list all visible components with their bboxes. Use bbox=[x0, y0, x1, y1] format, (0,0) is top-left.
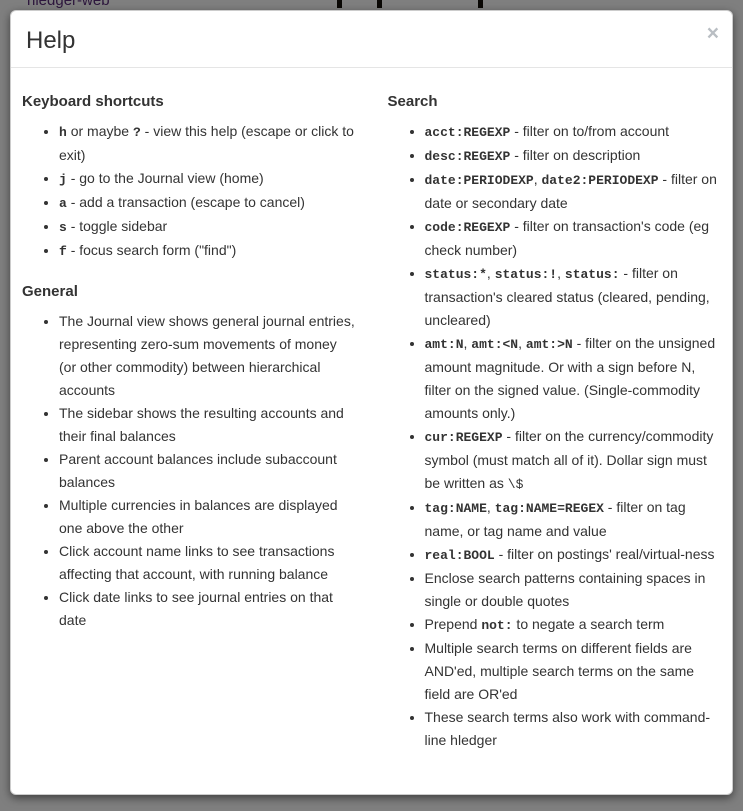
modal-header bbox=[11, 11, 732, 68]
text-run: Enclose search patterns containing spaces in single or double quotes bbox=[424, 570, 706, 609]
code-snippet: ? bbox=[132, 125, 141, 140]
code-snippet: a bbox=[59, 196, 67, 211]
text-run: - filter on transaction's code (eg check number) bbox=[424, 218, 710, 258]
text-run: - filter on the unsigned amount magnitude. Or with a sign before N, filter on the signed value. (Single-commodity amounts only.) bbox=[424, 335, 716, 421]
help-list bbox=[22, 120, 357, 263]
text-run: , bbox=[533, 171, 542, 187]
text-run: - go to the Journal view (home) bbox=[66, 170, 264, 186]
list-item bbox=[59, 167, 357, 191]
list-item bbox=[425, 637, 720, 706]
code-snippet: tag:NAME=REGEX bbox=[494, 501, 604, 516]
text-run: The sidebar shows the resulting accounts and their final balances bbox=[59, 405, 344, 444]
code-snippet: status:* bbox=[424, 267, 487, 282]
text-run: - filter on tag name, or tag name and value bbox=[424, 499, 686, 539]
list-item bbox=[59, 448, 357, 494]
list-item bbox=[425, 168, 720, 215]
text-run: - add a transaction (escape to cancel) bbox=[66, 194, 305, 210]
section-heading: Search bbox=[387, 93, 438, 110]
text-run: - filter on description bbox=[510, 147, 641, 163]
code-snippet: real:BOOL bbox=[424, 548, 495, 563]
list-item bbox=[59, 239, 357, 263]
code-snippet: status: bbox=[564, 267, 620, 282]
list-item bbox=[425, 543, 720, 567]
text-run: Parent account balances include subaccount balances bbox=[59, 451, 337, 490]
code-snippet: amt:<N bbox=[471, 337, 519, 352]
code-snippet: date:PERIODEXP bbox=[424, 173, 534, 188]
code-snippet: acct:REGEXP bbox=[424, 125, 511, 140]
list-item bbox=[425, 496, 720, 543]
section-heading: General bbox=[22, 283, 78, 300]
text-run: Prepend bbox=[424, 616, 482, 632]
text-run: - filter on the currency/commodity symbol (must match all of it). Dollar sign must be written as bbox=[424, 428, 714, 491]
text-run: These search terms also work with command-line hledger bbox=[424, 709, 711, 748]
code-snippet: f bbox=[59, 244, 67, 259]
code-snippet: amt:N bbox=[424, 337, 464, 352]
list-item bbox=[59, 120, 357, 167]
list-item bbox=[425, 332, 720, 425]
help-list bbox=[22, 310, 357, 632]
text-run: Click account name links to see transactions affecting that account, with running balance bbox=[59, 543, 335, 582]
help-column-left bbox=[11, 73, 372, 642]
modal-title: Help bbox=[26, 27, 76, 54]
text-run: - toggle sidebar bbox=[66, 218, 168, 234]
list-item bbox=[425, 706, 720, 752]
code-snippet: h bbox=[59, 125, 67, 140]
code-snippet: not: bbox=[481, 618, 513, 633]
code-snippet: code:REGEXP bbox=[424, 220, 511, 235]
text-run: Multiple currencies in balances are displayed one above the other bbox=[59, 497, 338, 536]
text-run: - focus search form ("find") bbox=[66, 242, 237, 258]
text-run: , bbox=[486, 499, 495, 515]
code-snippet: cur:REGEXP bbox=[424, 430, 503, 445]
list-item bbox=[59, 215, 357, 239]
text-run: , bbox=[557, 265, 565, 281]
text-run: , bbox=[486, 265, 495, 281]
code-snippet: s bbox=[59, 220, 67, 235]
list-item bbox=[59, 191, 357, 215]
modal-body bbox=[11, 68, 732, 787]
list-item bbox=[425, 144, 720, 168]
list-item bbox=[59, 586, 357, 632]
section-heading: Keyboard shortcuts bbox=[22, 93, 164, 110]
text-run: The Journal view shows general journal entries, representing zero-sum movements of money (or other commodity) between hierarchical accounts bbox=[59, 313, 355, 398]
list-item bbox=[425, 567, 720, 613]
help-modal bbox=[10, 10, 733, 795]
text-run: Multiple search terms on different fields are AND'ed, multiple search terms on the same field are OR'ed bbox=[424, 640, 695, 702]
text-run: to negate a search term bbox=[512, 616, 665, 632]
text-run: - filter on postings' real/virtual-ness bbox=[494, 546, 715, 562]
code-snippet: tag:NAME bbox=[424, 501, 487, 516]
close-icon[interactable]: × bbox=[706, 22, 719, 45]
text-run: - filter on date or secondary date bbox=[424, 171, 717, 211]
code-snippet: date2:PERIODEXP bbox=[541, 173, 659, 188]
text-run: - filter on transaction's cleared status (cleared, pending, uncleared) bbox=[424, 265, 710, 328]
text-run: , bbox=[518, 335, 526, 351]
list-item bbox=[425, 613, 720, 637]
help-list bbox=[388, 120, 720, 752]
list-item bbox=[425, 120, 720, 144]
list-item bbox=[59, 310, 357, 402]
code-snippet: desc:REGEXP bbox=[424, 149, 511, 164]
code-snippet: j bbox=[59, 172, 67, 187]
code-snippet: amt:>N bbox=[525, 337, 573, 352]
list-item bbox=[59, 494, 357, 540]
list-item bbox=[59, 402, 357, 448]
list-item bbox=[59, 540, 357, 586]
list-item bbox=[425, 262, 720, 332]
text-run: - view this help (escape or click to exit) bbox=[59, 123, 354, 163]
code-snippet: status:! bbox=[494, 267, 558, 282]
help-column-right bbox=[372, 73, 733, 762]
text-run: - filter on to/from account bbox=[510, 123, 670, 139]
list-item bbox=[425, 215, 720, 262]
text-run: , bbox=[463, 335, 472, 351]
list-item bbox=[425, 425, 720, 496]
mono-snippet: \$ bbox=[507, 477, 524, 492]
text-run: or maybe bbox=[66, 123, 133, 139]
text-run: Click date links to see journal entries on that date bbox=[59, 589, 333, 628]
